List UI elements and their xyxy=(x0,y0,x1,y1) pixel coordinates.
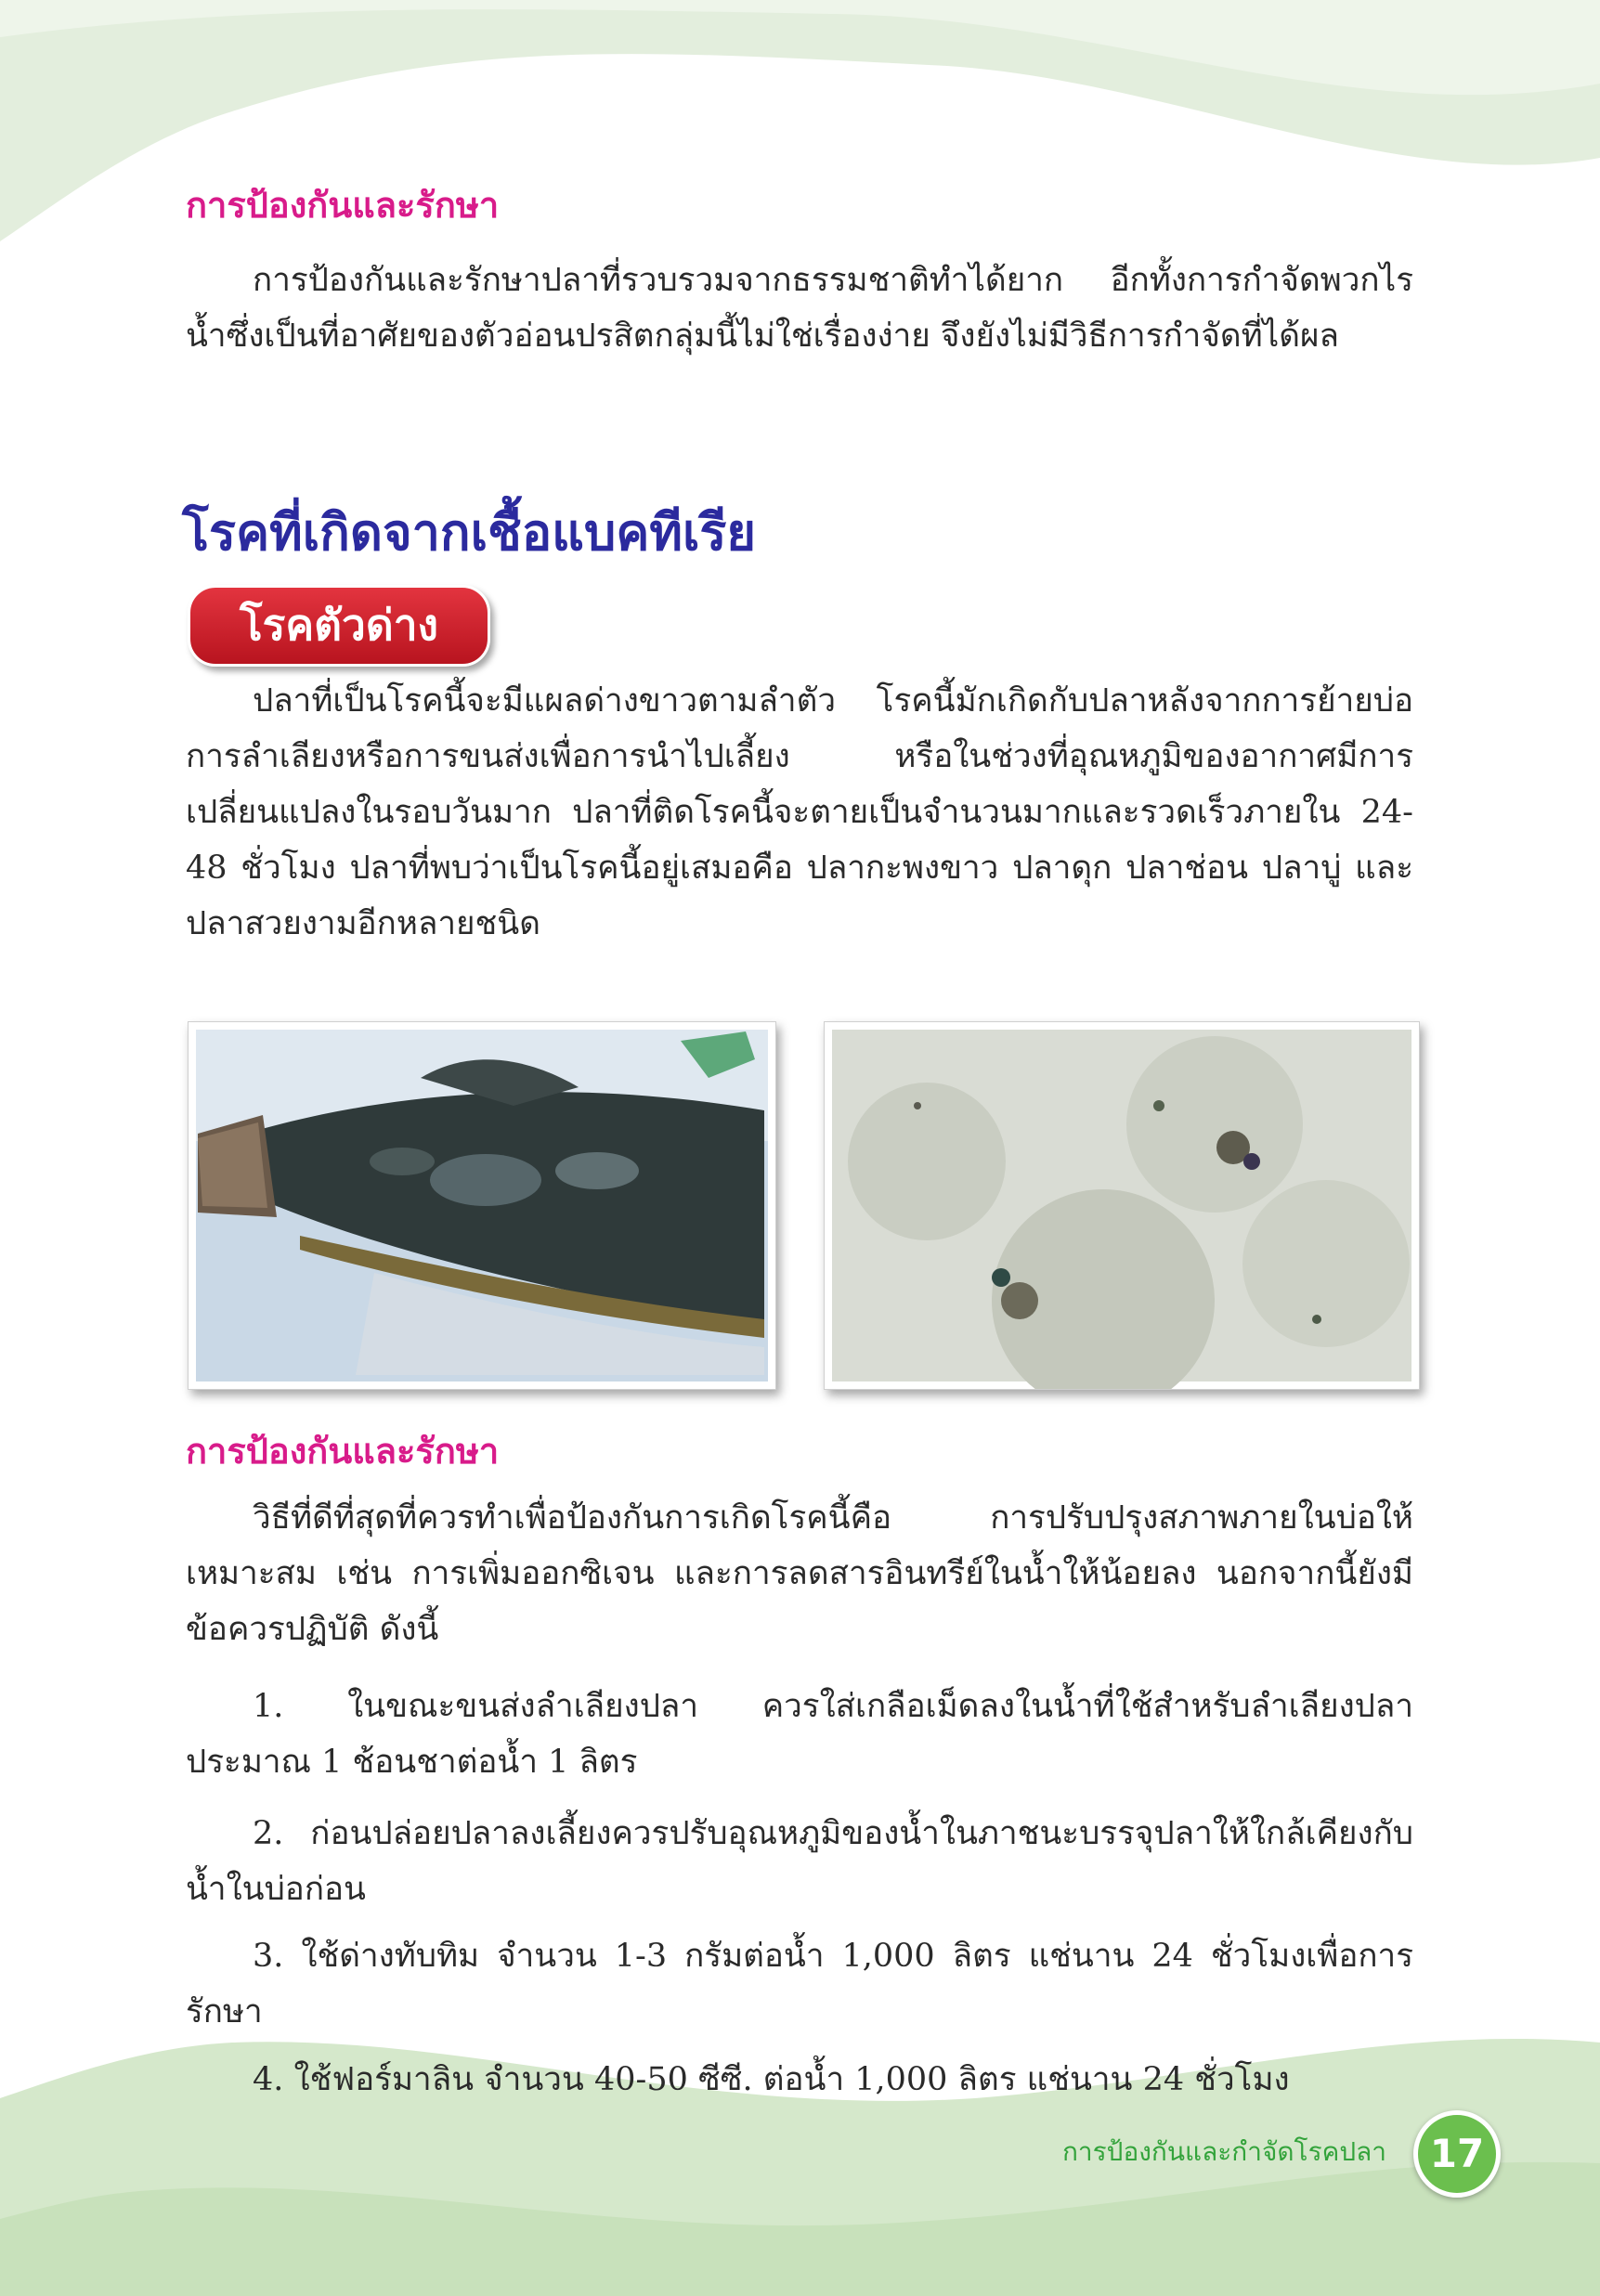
infected-fish-photo xyxy=(188,1021,776,1390)
footer-book-title: การป้องกันและกำจัดโรคปลา xyxy=(1061,2136,1386,2167)
disease-name-label: โรคตัวด่าง xyxy=(239,600,439,650)
disease-name-badge xyxy=(188,585,490,667)
prevention-item-1: 1. ในขณะขนส่งลำเลียงปลา ควรใส่เกลือเม็ดลงในน้ำที่ใช้สำหรับลำเลียงปลาประมาณ 1 ช้อนชาต่อน้ำ 1 ลิตร xyxy=(186,1688,1413,1781)
prevention-intro-paragraph: วิธีที่ดีที่สุดที่ควรทำเพื่อป้องกันการเกิดโรคนี้คือ การปรับปรุงสภาพภายในบ่อให้เหมาะสม เช่น การเพิ่มออกซิเจน และการลดสารอินทรีย์ในน้ำให้น้อยลง นอกจากนี้ยังมีข้อควรปฏิบัติ ดังนี้ xyxy=(186,1499,1413,1648)
prevention-paragraph-1: การป้องกันและรักษาปลาที่รวบรวมจากธรรมชาติทำได้ยาก อีกทั้งการกำจัดพวกไรน้ำซึ่งเป็นที่อาศัยของตัวอ่อนปรสิตกลุ่มนี้ไม่ใช่เรื่องง่าย จึงยังไม่มีวิธีการกำจัดที่ได้ผล xyxy=(186,262,1413,355)
prevention-subheading-1: การป้องกันและรักษา xyxy=(186,185,500,226)
page-number-badge xyxy=(1413,2110,1501,2198)
prevention-item-3: 3. ใช้ด่างทับทิม จำนวน 1-3 กรัมต่อน้ำ 1,000 ลิตร แช่นาน 24 ชั่วโมงเพื่อการรักษา xyxy=(186,1938,1413,2030)
bacterial-disease-heading: โรคที่เกิดจากเชื้อแบคทีเรีย xyxy=(182,503,757,562)
page-number: 17 xyxy=(1429,2131,1485,2176)
prevention-item-2: 2. ก่อนปล่อยปลาลงเลี้ยงควรปรับอุณหภูมิของน้ำในภาชนะบรรจุปลาให้ใกล้เคียงกับน้ำในบ่อก่อน xyxy=(186,1815,1413,1908)
microscope-bacteria-photo xyxy=(824,1021,1420,1390)
prevention-subheading-2: การป้องกันและรักษา xyxy=(186,1431,500,1472)
prevention-item-4: 4. ใช้ฟอร์มาลิน จำนวน 40-50 ซีซี. ต่อน้ำ 1,000 ลิตร แช่นาน 24 ชั่วโมง xyxy=(253,2061,1290,2098)
disease-description-paragraph: ปลาที่เป็นโรคนี้จะมีแผลด่างขาวตามลำตัว โรคนี้มักเกิดกับปลาหลังจากการย้ายบ่อ การลำเลียงหรือการขนส่งเพื่อการนำไปเลี้ยง หรือในช่วงที่อุณหภูมิของอากาศมีการเปลี่ยนแปลงในรอบวันมาก ปลาที่ติดโรคนี้จะตายเป็นจำนวนมากและรวดเร็วภายใน 24-48 ชั่วโมง ปลาที่พบว่าเป็นโรคนี้อยู่เสมอคือ ปลากะพงขาว ปลาดุก ปลาช่อน ปลาบู่ และปลาสวยงามอีกหลายชนิด xyxy=(186,682,1413,942)
